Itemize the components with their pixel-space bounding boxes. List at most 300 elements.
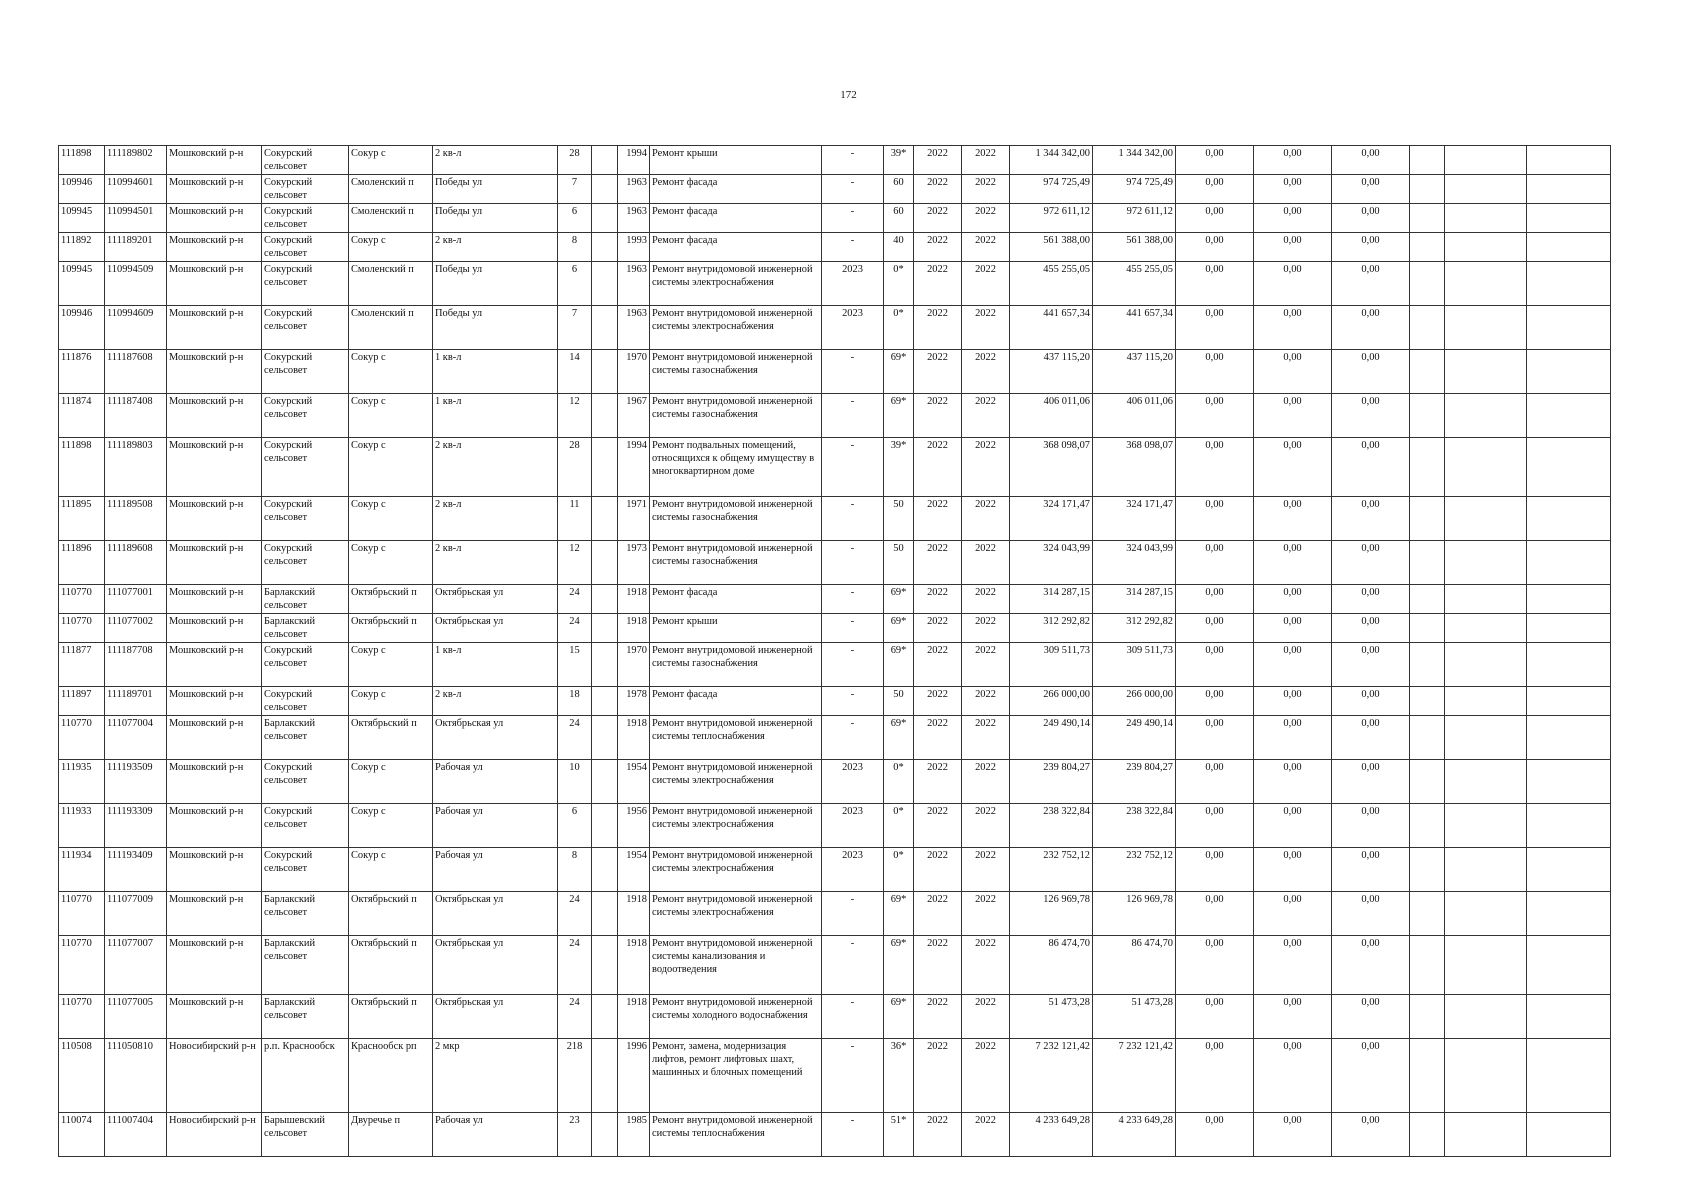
cell-extra-col-2 xyxy=(1445,497,1527,541)
cell-planned-year: - xyxy=(822,995,884,1039)
cell-district: Мошковский р-н xyxy=(167,643,262,687)
cell-building xyxy=(592,146,618,175)
cell-settlement: Сокур с xyxy=(349,394,433,438)
cell-wear-percent: 69* xyxy=(884,936,914,995)
cell-extra-col-1 xyxy=(1410,233,1445,262)
cell-extra-col-1 xyxy=(1410,848,1445,892)
cell-work-type: Ремонт внутридомовой инженерной системы теплоснабжения xyxy=(650,716,822,760)
cell-municipality: Сокурский сельсовет xyxy=(262,541,349,585)
cell-year-built: 1985 xyxy=(618,1113,650,1157)
cell-total-cost: 266 000,00 xyxy=(1010,687,1093,716)
cell-federal-funds: 0,00 xyxy=(1176,995,1254,1039)
cell-total-cost: 974 725,49 xyxy=(1010,175,1093,204)
cell-year-built: 1996 xyxy=(618,1039,650,1113)
cell-wear-percent: 0* xyxy=(884,306,914,350)
cell-municipality: Барлакский сельсовет xyxy=(262,716,349,760)
cell-work-id: 111077009 xyxy=(105,892,167,936)
table-row xyxy=(59,541,1611,585)
cell-regional-fund: 86 474,70 xyxy=(1093,936,1176,995)
cell-district: Мошковский р-н xyxy=(167,350,262,394)
cell-planned-year: 2023 xyxy=(822,306,884,350)
cell-street: Октябрьская ул xyxy=(433,892,558,936)
cell-work-type: Ремонт фасада xyxy=(650,585,822,614)
cell-regional-fund: 561 388,00 xyxy=(1093,233,1176,262)
cell-regional-fund: 974 725,49 xyxy=(1093,175,1176,204)
cell-district: Мошковский р-н xyxy=(167,760,262,804)
cell-year-built: 1967 xyxy=(618,394,650,438)
cell-extra-col-2 xyxy=(1445,541,1527,585)
cell-extra-col-3 xyxy=(1527,204,1611,233)
cell-year-built: 1954 xyxy=(618,760,650,804)
cell-house-number: 7 xyxy=(558,175,592,204)
cell-year-built: 1994 xyxy=(618,146,650,175)
cell-district: Мошковский р-н xyxy=(167,848,262,892)
cell-planned-year: - xyxy=(822,233,884,262)
cell-house-number: 24 xyxy=(558,716,592,760)
cell-street: Октябрьская ул xyxy=(433,995,558,1039)
table-row xyxy=(59,394,1611,438)
cell-extra-col-1 xyxy=(1410,394,1445,438)
cell-work-type: Ремонт внутридомовой инженерной системы электроснабжения xyxy=(650,306,822,350)
cell-district: Мошковский р-н xyxy=(167,146,262,175)
cell-planned-year: - xyxy=(822,585,884,614)
cell-work-id: 111193409 xyxy=(105,848,167,892)
cell-extra-col-2 xyxy=(1445,892,1527,936)
cell-wear-percent: 51* xyxy=(884,1113,914,1157)
cell-work-type: Ремонт внутридомовой инженерной системы газоснабжения xyxy=(650,394,822,438)
cell-year-end: 2022 xyxy=(962,438,1010,497)
table-row xyxy=(59,175,1611,204)
cell-extra-col-3 xyxy=(1527,233,1611,262)
cell-federal-funds: 0,00 xyxy=(1176,643,1254,687)
cell-year-start: 2022 xyxy=(914,614,962,643)
cell-local-budget: 0,00 xyxy=(1332,394,1410,438)
cell-building xyxy=(592,204,618,233)
cell-wear-percent: 69* xyxy=(884,585,914,614)
cell-wear-percent: 69* xyxy=(884,394,914,438)
cell-extra-col-1 xyxy=(1410,687,1445,716)
cell-planned-year: - xyxy=(822,936,884,995)
cell-year-end: 2022 xyxy=(962,716,1010,760)
cell-total-cost: 86 474,70 xyxy=(1010,936,1093,995)
table-row xyxy=(59,262,1611,306)
cell-year-start: 2022 xyxy=(914,585,962,614)
cell-house-number: 10 xyxy=(558,760,592,804)
cell-regional-fund: 266 000,00 xyxy=(1093,687,1176,716)
cell-extra-col-2 xyxy=(1445,204,1527,233)
cell-wear-percent: 69* xyxy=(884,614,914,643)
cell-extra-col-3 xyxy=(1527,585,1611,614)
cell-planned-year: - xyxy=(822,1039,884,1113)
table-row xyxy=(59,614,1611,643)
cell-extra-col-3 xyxy=(1527,995,1611,1039)
cell-federal-funds: 0,00 xyxy=(1176,204,1254,233)
cell-building xyxy=(592,1039,618,1113)
cell-year-built: 1994 xyxy=(618,438,650,497)
cell-total-cost: 249 490,14 xyxy=(1010,716,1093,760)
cell-street: Победы ул xyxy=(433,175,558,204)
cell-work-id: 111189201 xyxy=(105,233,167,262)
cell-extra-col-1 xyxy=(1410,350,1445,394)
cell-object-id: 111898 xyxy=(59,146,105,175)
cell-year-end: 2022 xyxy=(962,1039,1010,1113)
cell-regional-fund: 1 344 342,00 xyxy=(1093,146,1176,175)
cell-regional-fund: 249 490,14 xyxy=(1093,716,1176,760)
cell-building xyxy=(592,643,618,687)
cell-street: 2 мкр xyxy=(433,1039,558,1113)
cell-settlement: Сокур с xyxy=(349,233,433,262)
cell-year-start: 2022 xyxy=(914,497,962,541)
cell-street: Победы ул xyxy=(433,204,558,233)
cell-year-start: 2022 xyxy=(914,1113,962,1157)
cell-federal-funds: 0,00 xyxy=(1176,687,1254,716)
cell-regional-fund: 238 322,84 xyxy=(1093,804,1176,848)
cell-regional-budget: 0,00 xyxy=(1254,892,1332,936)
cell-settlement: Октябрьский п xyxy=(349,936,433,995)
cell-extra-col-3 xyxy=(1527,892,1611,936)
cell-district: Мошковский р-н xyxy=(167,438,262,497)
cell-settlement: Октябрьский п xyxy=(349,995,433,1039)
cell-district: Мошковский р-н xyxy=(167,175,262,204)
cell-year-built: 1993 xyxy=(618,233,650,262)
cell-work-type: Ремонт внутридомовой инженерной системы газоснабжения xyxy=(650,541,822,585)
cell-settlement: Сокур с xyxy=(349,146,433,175)
cell-object-id: 111892 xyxy=(59,233,105,262)
cell-work-type: Ремонт фасада xyxy=(650,687,822,716)
cell-municipality: Сокурский сельсовет xyxy=(262,497,349,541)
cell-municipality: Сокурский сельсовет xyxy=(262,760,349,804)
cell-extra-col-1 xyxy=(1410,995,1445,1039)
cell-district: Мошковский р-н xyxy=(167,233,262,262)
cell-regional-fund: 312 292,82 xyxy=(1093,614,1176,643)
cell-planned-year: - xyxy=(822,614,884,643)
cell-district: Мошковский р-н xyxy=(167,716,262,760)
cell-settlement: Октябрьский п xyxy=(349,716,433,760)
cell-work-type: Ремонт внутридомовой инженерной системы электроснабжения xyxy=(650,848,822,892)
cell-house-number: 6 xyxy=(558,262,592,306)
cell-work-type: Ремонт внутридомовой инженерной системы газоснабжения xyxy=(650,643,822,687)
cell-regional-budget: 0,00 xyxy=(1254,497,1332,541)
cell-extra-col-2 xyxy=(1445,146,1527,175)
cell-street: 2 кв-л xyxy=(433,146,558,175)
cell-federal-funds: 0,00 xyxy=(1176,497,1254,541)
cell-local-budget: 0,00 xyxy=(1332,804,1410,848)
cell-year-end: 2022 xyxy=(962,614,1010,643)
cell-settlement: Сокур с xyxy=(349,438,433,497)
cell-settlement: Сокур с xyxy=(349,804,433,848)
cell-building xyxy=(592,687,618,716)
cell-work-type: Ремонт внутридомовой инженерной системы электроснабжения xyxy=(650,760,822,804)
cell-settlement: Краснообск рп xyxy=(349,1039,433,1113)
cell-total-cost: 232 752,12 xyxy=(1010,848,1093,892)
cell-year-end: 2022 xyxy=(962,804,1010,848)
cell-local-budget: 0,00 xyxy=(1332,687,1410,716)
cell-extra-col-1 xyxy=(1410,175,1445,204)
cell-local-budget: 0,00 xyxy=(1332,614,1410,643)
cell-year-start: 2022 xyxy=(914,350,962,394)
cell-extra-col-3 xyxy=(1527,262,1611,306)
cell-work-id: 111007404 xyxy=(105,1113,167,1157)
cell-district: Новосибирский р-н xyxy=(167,1039,262,1113)
cell-local-budget: 0,00 xyxy=(1332,848,1410,892)
cell-planned-year: - xyxy=(822,146,884,175)
cell-district: Мошковский р-н xyxy=(167,497,262,541)
cell-work-id: 110994509 xyxy=(105,262,167,306)
cell-federal-funds: 0,00 xyxy=(1176,262,1254,306)
cell-work-id: 110994601 xyxy=(105,175,167,204)
cell-federal-funds: 0,00 xyxy=(1176,350,1254,394)
cell-wear-percent: 0* xyxy=(884,760,914,804)
cell-extra-col-2 xyxy=(1445,614,1527,643)
cell-total-cost: 126 969,78 xyxy=(1010,892,1093,936)
cell-municipality: Сокурский сельсовет xyxy=(262,306,349,350)
cell-year-end: 2022 xyxy=(962,936,1010,995)
cell-total-cost: 239 804,27 xyxy=(1010,760,1093,804)
table-row xyxy=(59,146,1611,175)
cell-federal-funds: 0,00 xyxy=(1176,1039,1254,1113)
cell-street: Победы ул xyxy=(433,262,558,306)
cell-extra-col-1 xyxy=(1410,262,1445,306)
cell-year-start: 2022 xyxy=(914,233,962,262)
cell-extra-col-2 xyxy=(1445,760,1527,804)
cell-house-number: 24 xyxy=(558,936,592,995)
cell-municipality: Сокурский сельсовет xyxy=(262,438,349,497)
cell-street: Октябрьская ул xyxy=(433,614,558,643)
cell-federal-funds: 0,00 xyxy=(1176,936,1254,995)
cell-year-end: 2022 xyxy=(962,306,1010,350)
cell-district: Мошковский р-н xyxy=(167,204,262,233)
cell-total-cost: 4 233 649,28 xyxy=(1010,1113,1093,1157)
cell-house-number: 11 xyxy=(558,497,592,541)
cell-municipality: Барлакский сельсовет xyxy=(262,585,349,614)
cell-work-id: 111189508 xyxy=(105,497,167,541)
cell-work-type: Ремонт внутридомовой инженерной системы холодного водоснабжения xyxy=(650,995,822,1039)
cell-object-id: 111874 xyxy=(59,394,105,438)
cell-regional-fund: 406 011,06 xyxy=(1093,394,1176,438)
cell-year-built: 1963 xyxy=(618,306,650,350)
cell-work-type: Ремонт внутридомовой инженерной системы электроснабжения xyxy=(650,262,822,306)
cell-municipality: Барлакский сельсовет xyxy=(262,614,349,643)
cell-year-start: 2022 xyxy=(914,716,962,760)
cell-regional-budget: 0,00 xyxy=(1254,585,1332,614)
cell-wear-percent: 69* xyxy=(884,643,914,687)
cell-municipality: Сокурский сельсовет xyxy=(262,643,349,687)
table-row xyxy=(59,233,1611,262)
cell-total-cost: 455 255,05 xyxy=(1010,262,1093,306)
cell-extra-col-1 xyxy=(1410,804,1445,848)
cell-planned-year: - xyxy=(822,350,884,394)
cell-extra-col-1 xyxy=(1410,892,1445,936)
cell-extra-col-1 xyxy=(1410,585,1445,614)
cell-settlement: Сокур с xyxy=(349,497,433,541)
cell-object-id: 109946 xyxy=(59,175,105,204)
cell-street: Рабочая ул xyxy=(433,1113,558,1157)
cell-year-end: 2022 xyxy=(962,541,1010,585)
cell-year-start: 2022 xyxy=(914,1039,962,1113)
cell-object-id: 111935 xyxy=(59,760,105,804)
cell-local-budget: 0,00 xyxy=(1332,497,1410,541)
table-row xyxy=(59,995,1611,1039)
cell-extra-col-1 xyxy=(1410,1039,1445,1113)
cell-object-id: 110770 xyxy=(59,936,105,995)
cell-year-built: 1963 xyxy=(618,175,650,204)
cell-total-cost: 314 287,15 xyxy=(1010,585,1093,614)
cell-year-end: 2022 xyxy=(962,394,1010,438)
cell-regional-fund: 324 043,99 xyxy=(1093,541,1176,585)
cell-object-id: 110770 xyxy=(59,614,105,643)
cell-planned-year: - xyxy=(822,175,884,204)
cell-street: Октябрьская ул xyxy=(433,716,558,760)
cell-work-type: Ремонт внутридомовой инженерной системы газоснабжения xyxy=(650,497,822,541)
cell-building xyxy=(592,614,618,643)
cell-house-number: 24 xyxy=(558,892,592,936)
table-row xyxy=(59,848,1611,892)
cell-federal-funds: 0,00 xyxy=(1176,1113,1254,1157)
cell-work-id: 110994501 xyxy=(105,204,167,233)
cell-municipality: Сокурский сельсовет xyxy=(262,233,349,262)
cell-settlement: Сокур с xyxy=(349,760,433,804)
cell-object-id: 110770 xyxy=(59,585,105,614)
cell-building xyxy=(592,262,618,306)
cell-building xyxy=(592,716,618,760)
cell-federal-funds: 0,00 xyxy=(1176,233,1254,262)
cell-street: Рабочая ул xyxy=(433,848,558,892)
cell-regional-budget: 0,00 xyxy=(1254,175,1332,204)
cell-extra-col-2 xyxy=(1445,643,1527,687)
cell-work-type: Ремонт фасада xyxy=(650,175,822,204)
cell-house-number: 12 xyxy=(558,394,592,438)
cell-total-cost: 238 322,84 xyxy=(1010,804,1093,848)
cell-regional-budget: 0,00 xyxy=(1254,848,1332,892)
cell-year-start: 2022 xyxy=(914,995,962,1039)
cell-planned-year: - xyxy=(822,394,884,438)
cell-wear-percent: 60 xyxy=(884,175,914,204)
cell-work-id: 111189802 xyxy=(105,146,167,175)
cell-municipality: Сокурский сельсовет xyxy=(262,848,349,892)
cell-federal-funds: 0,00 xyxy=(1176,614,1254,643)
cell-building xyxy=(592,233,618,262)
cell-local-budget: 0,00 xyxy=(1332,541,1410,585)
cell-wear-percent: 50 xyxy=(884,497,914,541)
cell-object-id: 111934 xyxy=(59,848,105,892)
cell-wear-percent: 50 xyxy=(884,541,914,585)
cell-regional-fund: 324 171,47 xyxy=(1093,497,1176,541)
cell-extra-col-3 xyxy=(1527,438,1611,497)
cell-object-id: 111897 xyxy=(59,687,105,716)
cell-total-cost: 1 344 342,00 xyxy=(1010,146,1093,175)
cell-total-cost: 406 011,06 xyxy=(1010,394,1093,438)
cell-local-budget: 0,00 xyxy=(1332,760,1410,804)
cell-extra-col-2 xyxy=(1445,350,1527,394)
cell-total-cost: 561 388,00 xyxy=(1010,233,1093,262)
cell-work-type: Ремонт внутридомовой инженерной системы газоснабжения xyxy=(650,350,822,394)
cell-settlement: Смоленский п xyxy=(349,175,433,204)
cell-local-budget: 0,00 xyxy=(1332,892,1410,936)
cell-wear-percent: 36* xyxy=(884,1039,914,1113)
cell-local-budget: 0,00 xyxy=(1332,438,1410,497)
cell-year-start: 2022 xyxy=(914,204,962,233)
cell-extra-col-1 xyxy=(1410,438,1445,497)
cell-extra-col-2 xyxy=(1445,995,1527,1039)
cell-wear-percent: 0* xyxy=(884,804,914,848)
cell-total-cost: 312 292,82 xyxy=(1010,614,1093,643)
cell-building xyxy=(592,306,618,350)
cell-work-id: 110994609 xyxy=(105,306,167,350)
cell-extra-col-1 xyxy=(1410,760,1445,804)
cell-settlement: Октябрьский п xyxy=(349,585,433,614)
cell-settlement: Смоленский п xyxy=(349,262,433,306)
cell-year-end: 2022 xyxy=(962,175,1010,204)
cell-district: Мошковский р-н xyxy=(167,892,262,936)
cell-year-built: 1963 xyxy=(618,262,650,306)
cell-work-id: 111189608 xyxy=(105,541,167,585)
cell-wear-percent: 69* xyxy=(884,350,914,394)
cell-regional-budget: 0,00 xyxy=(1254,995,1332,1039)
cell-house-number: 6 xyxy=(558,804,592,848)
cell-object-id: 109945 xyxy=(59,262,105,306)
cell-wear-percent: 0* xyxy=(884,848,914,892)
cell-extra-col-2 xyxy=(1445,262,1527,306)
cell-planned-year: 2023 xyxy=(822,804,884,848)
cell-municipality: Барлакский сельсовет xyxy=(262,892,349,936)
cell-work-type: Ремонт внутридомовой инженерной системы теплоснабжения xyxy=(650,1113,822,1157)
cell-district: Новосибирский р-н xyxy=(167,1113,262,1157)
cell-work-id: 111077004 xyxy=(105,716,167,760)
cell-street: 2 кв-л xyxy=(433,687,558,716)
cell-year-built: 1918 xyxy=(618,936,650,995)
cell-street: 1 кв-л xyxy=(433,394,558,438)
cell-planned-year: - xyxy=(822,643,884,687)
cell-settlement: Сокур с xyxy=(349,350,433,394)
table-row xyxy=(59,497,1611,541)
table-row xyxy=(59,1039,1611,1113)
cell-total-cost: 309 511,73 xyxy=(1010,643,1093,687)
cell-extra-col-2 xyxy=(1445,438,1527,497)
cell-extra-col-1 xyxy=(1410,643,1445,687)
cell-work-id: 111193509 xyxy=(105,760,167,804)
table-row xyxy=(59,892,1611,936)
cell-settlement: Смоленский п xyxy=(349,204,433,233)
cell-year-end: 2022 xyxy=(962,848,1010,892)
cell-regional-fund: 455 255,05 xyxy=(1093,262,1176,306)
cell-street: Октябрьская ул xyxy=(433,936,558,995)
cell-year-end: 2022 xyxy=(962,233,1010,262)
cell-work-id: 111189803 xyxy=(105,438,167,497)
cell-work-type: Ремонт внутридомовой инженерной системы канализования и водоотведения xyxy=(650,936,822,995)
cell-regional-fund: 437 115,20 xyxy=(1093,350,1176,394)
cell-street: 2 кв-л xyxy=(433,233,558,262)
cell-local-budget: 0,00 xyxy=(1332,1113,1410,1157)
cell-extra-col-1 xyxy=(1410,146,1445,175)
cell-federal-funds: 0,00 xyxy=(1176,306,1254,350)
table-row xyxy=(59,585,1611,614)
cell-regional-budget: 0,00 xyxy=(1254,438,1332,497)
cell-work-id: 111187608 xyxy=(105,350,167,394)
cell-year-built: 1918 xyxy=(618,995,650,1039)
cell-local-budget: 0,00 xyxy=(1332,585,1410,614)
cell-year-built: 1954 xyxy=(618,848,650,892)
cell-municipality: Барлакский сельсовет xyxy=(262,995,349,1039)
cell-object-id: 111896 xyxy=(59,541,105,585)
cell-extra-col-2 xyxy=(1445,1113,1527,1157)
cell-year-end: 2022 xyxy=(962,204,1010,233)
cell-total-cost: 368 098,07 xyxy=(1010,438,1093,497)
cell-building xyxy=(592,497,618,541)
cell-local-budget: 0,00 xyxy=(1332,716,1410,760)
cell-federal-funds: 0,00 xyxy=(1176,804,1254,848)
cell-extra-col-1 xyxy=(1410,541,1445,585)
cell-year-start: 2022 xyxy=(914,438,962,497)
